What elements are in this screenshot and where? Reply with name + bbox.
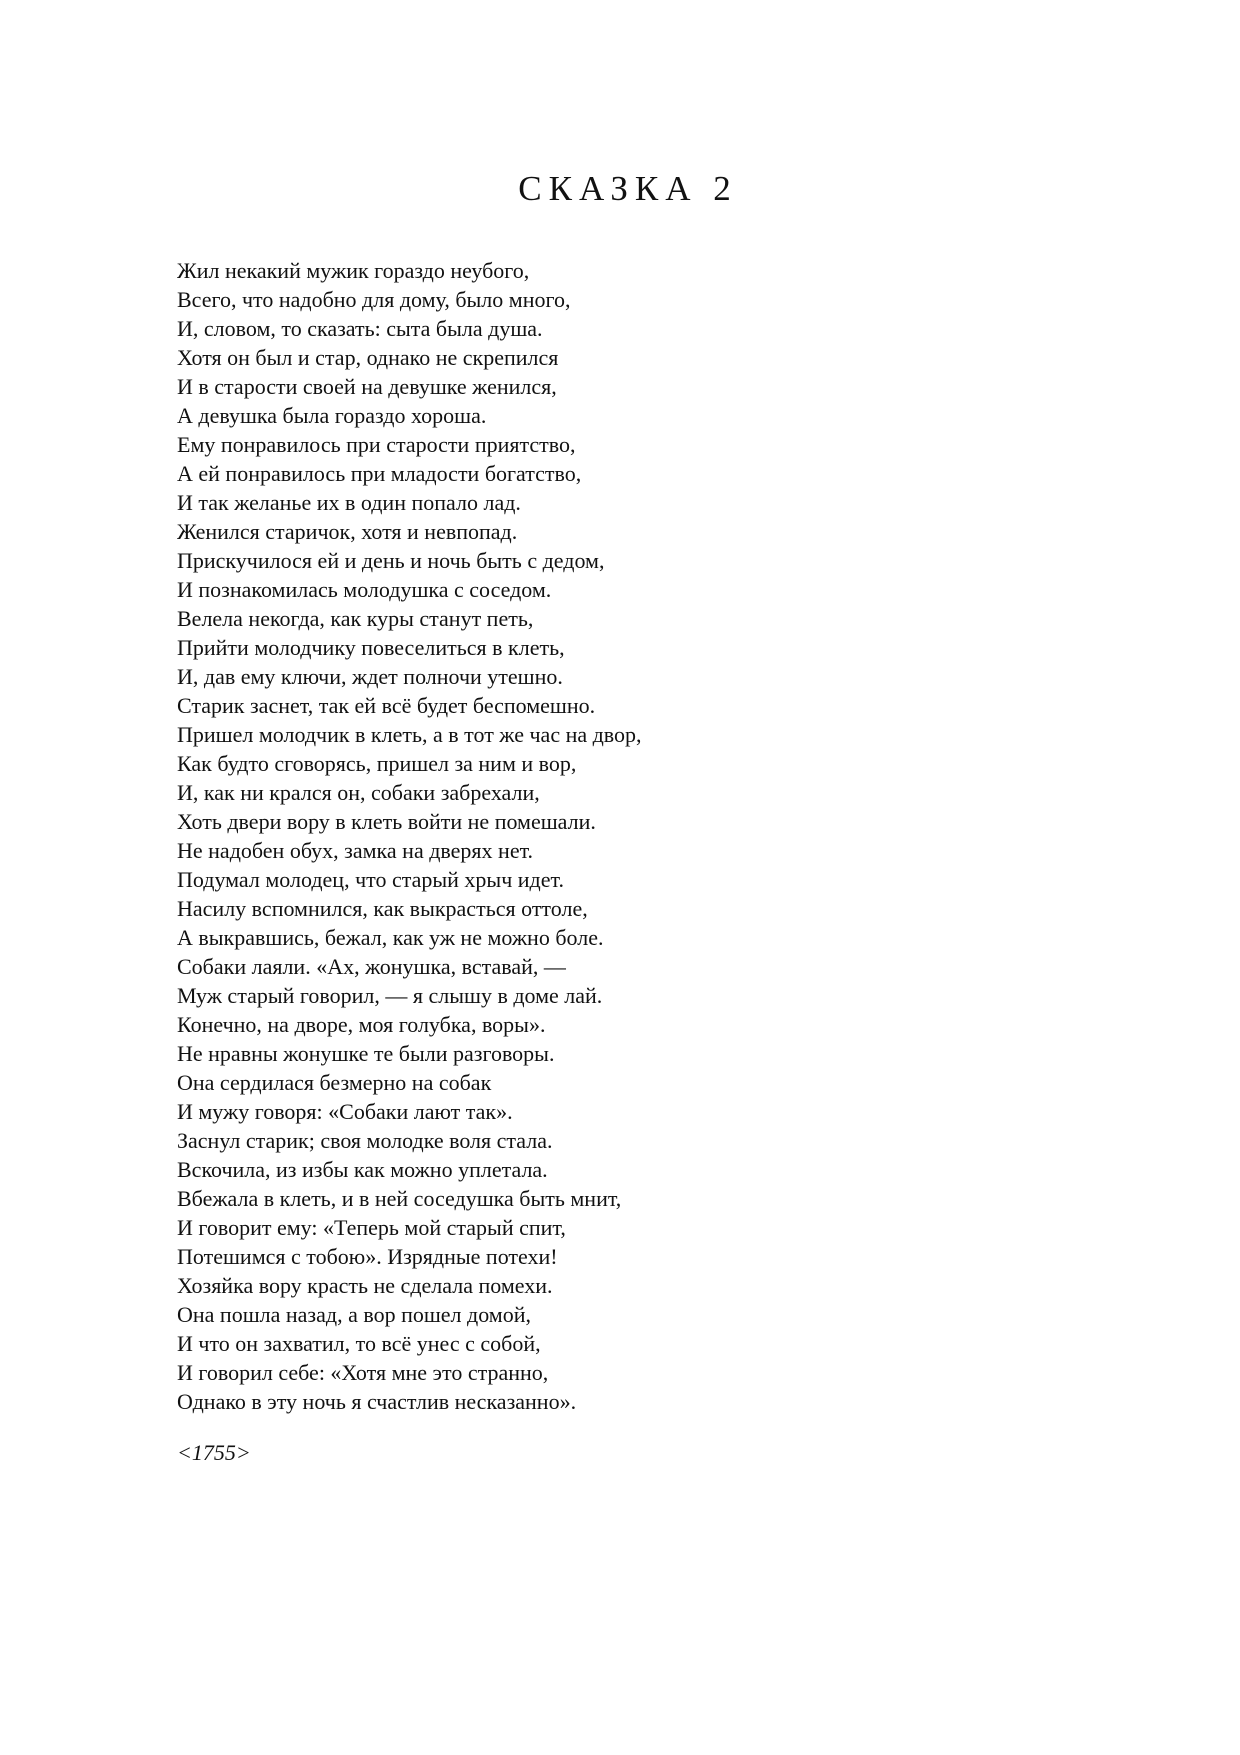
poem-title: СКАЗКА 2 (518, 169, 738, 208)
poem-line: И что он захватил, то всё унес с собой, (177, 1331, 541, 1356)
poem-line: Хоть двери вору в клеть войти не помешали. (177, 809, 596, 834)
poem-line: Однако в эту ночь я счастлив несказанно». (177, 1389, 577, 1414)
poem-line: Потешимся с тобою». Изрядные потехи! (177, 1244, 558, 1269)
poem-line: Прискучилося ей и день и ночь быть с дедом, (177, 548, 605, 573)
poem-line: Всего, что надобно для дому, было много, (177, 287, 571, 312)
poem-line: Вбежала в клеть, и в ней соседушка быть мнит, (177, 1186, 622, 1211)
poem-line: Велела некогда, как куры станут петь, (177, 606, 534, 631)
poem-line: Прийти молодчику повеселиться в клеть, (177, 635, 565, 660)
poem-line: И, как ни крался он, собаки забрехали, (177, 780, 540, 805)
poem-line: А выкравшись, бежал, как уж не можно боле. (177, 925, 604, 950)
poem-line: И говорил себе: «Хотя мне это странно, (177, 1360, 549, 1385)
poem-line: А ей понравилось при младости богатство, (177, 461, 582, 486)
poem-line: Как будто сговорясь, пришел за ним и вор, (177, 751, 577, 776)
poem-line: Ему понравилось при старости приятство, (177, 432, 576, 457)
poem-line: Женился старичок, хотя и невпопад. (177, 519, 518, 544)
poem-line: И, словом, то сказать: сыта была душа. (177, 316, 543, 341)
poem-line: Вскочила, из избы как можно уплетала. (177, 1157, 548, 1182)
poem-line: Не нравны жонушке те были разговоры. (177, 1041, 555, 1066)
poem-line: Заснул старик; своя молодке воля стала. (177, 1128, 553, 1153)
poem-line: И говорит ему: «Теперь мой старый спит, (177, 1215, 566, 1240)
poem-line: Старик заснет, так ей всё будет беспомешно. (177, 693, 596, 718)
poem-line: И познакомилась молодушка с соседом. (177, 577, 552, 602)
poem-line: Собаки лаяли. «Ах, жонушка, вставай, — (177, 954, 566, 979)
poem-line: А девушка была гораздо хороша. (177, 403, 487, 428)
poem-line: И, дав ему ключи, ждет полночи утешно. (177, 664, 563, 689)
poem-line: Она сердилася безмерно на собак (177, 1070, 492, 1095)
poem-line: И мужу говоря: «Собаки лают так». (177, 1099, 513, 1124)
poem-line: Хозяйка вору красть не сделала помехи. (177, 1273, 553, 1298)
poem-line: Жил некакий мужик гораздо неубого, (177, 258, 530, 283)
poem-line: Подумал молодец, что старый хрыч идет. (177, 867, 564, 892)
poem-line: И так желанье их в один попало лад. (177, 490, 521, 515)
poem-line: И в старости своей на девушке женился, (177, 374, 557, 399)
poem-line: Конечно, на дворе, моя голубка, воры». (177, 1012, 546, 1037)
poem-line: Хотя он был и стар, однако не скрепился (177, 345, 559, 370)
poem-line: Насилу вспомнился, как выкрасться оттоле, (177, 896, 588, 921)
poem-line: Пришел молодчик в клеть, а в тот же час на двор, (177, 722, 642, 747)
poem-line: Не надобен обух, замка на дверях нет. (177, 838, 534, 863)
poem-body (177, 256, 1077, 1416)
poem-line: Она пошла назад, а вор пошел домой, (177, 1302, 531, 1327)
poem-date: <1755> (177, 1440, 251, 1465)
poem-line: Муж старый говорил, — я слышу в доме лай. (177, 983, 603, 1008)
